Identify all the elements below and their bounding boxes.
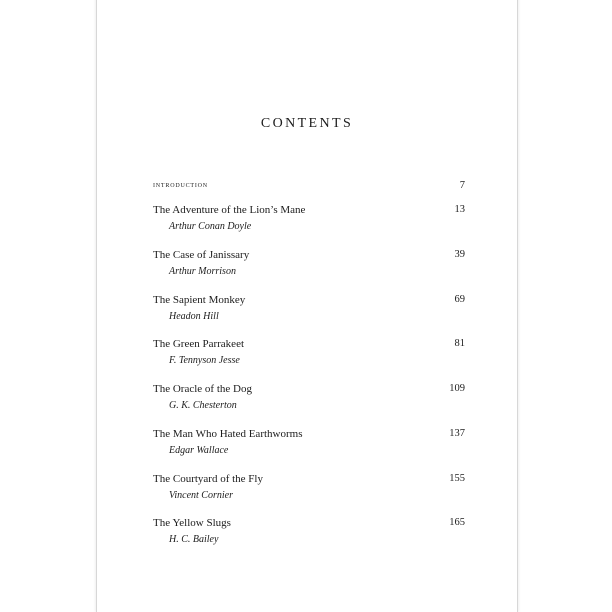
entry-page-number: 165	[449, 517, 465, 528]
entry-title: The Case of Janissary	[153, 249, 250, 261]
toc-entry	[153, 516, 465, 552]
page-title: CONTENTS	[260, 116, 354, 131]
introduction-page-number: 7	[459, 180, 465, 191]
entry-author: Headon Hill	[169, 311, 219, 322]
toc-entry	[153, 382, 465, 418]
entry-page-number: 137	[449, 428, 465, 439]
entry-title: The Man Who Hated Earthworms	[153, 428, 303, 440]
entry-author: Arthur Morrison	[169, 266, 236, 277]
toc-entry	[153, 472, 465, 508]
entry-author: H. C. Bailey	[169, 534, 219, 545]
entry-page-number: 13	[454, 204, 465, 215]
entry-title: The Courtyard of the Fly	[153, 473, 263, 485]
toc-entry	[153, 203, 465, 239]
toc-introduction	[153, 179, 465, 193]
book-page	[96, 0, 518, 612]
toc-entry	[153, 337, 465, 373]
entry-author: Vincent Cornier	[169, 490, 233, 501]
entry-author: Edgar Wallace	[169, 445, 229, 456]
entry-page-number: 39	[454, 249, 465, 260]
entry-page-number: 81	[454, 338, 465, 349]
entry-author: F. Tennyson Jesse	[169, 355, 240, 366]
entry-author: Arthur Conan Doyle	[169, 221, 252, 232]
entry-title: The Sapient Monkey	[153, 294, 246, 306]
toc-entry	[153, 427, 465, 463]
entry-title: The Green Parrakeet	[153, 338, 245, 350]
introduction-label: introduction	[153, 179, 208, 189]
entry-title: The Yellow Slugs	[153, 517, 231, 529]
entry-title: The Oracle of the Dog	[153, 383, 252, 395]
entry-page-number: 155	[449, 473, 465, 484]
entry-title: The Adventure of the Lion’s Mane	[153, 204, 306, 216]
toc-entry	[153, 248, 465, 284]
entry-page-number: 69	[454, 294, 465, 305]
toc-entry	[153, 293, 465, 329]
entry-author: G. K. Chesterton	[169, 400, 237, 411]
entry-page-number: 109	[449, 383, 465, 394]
